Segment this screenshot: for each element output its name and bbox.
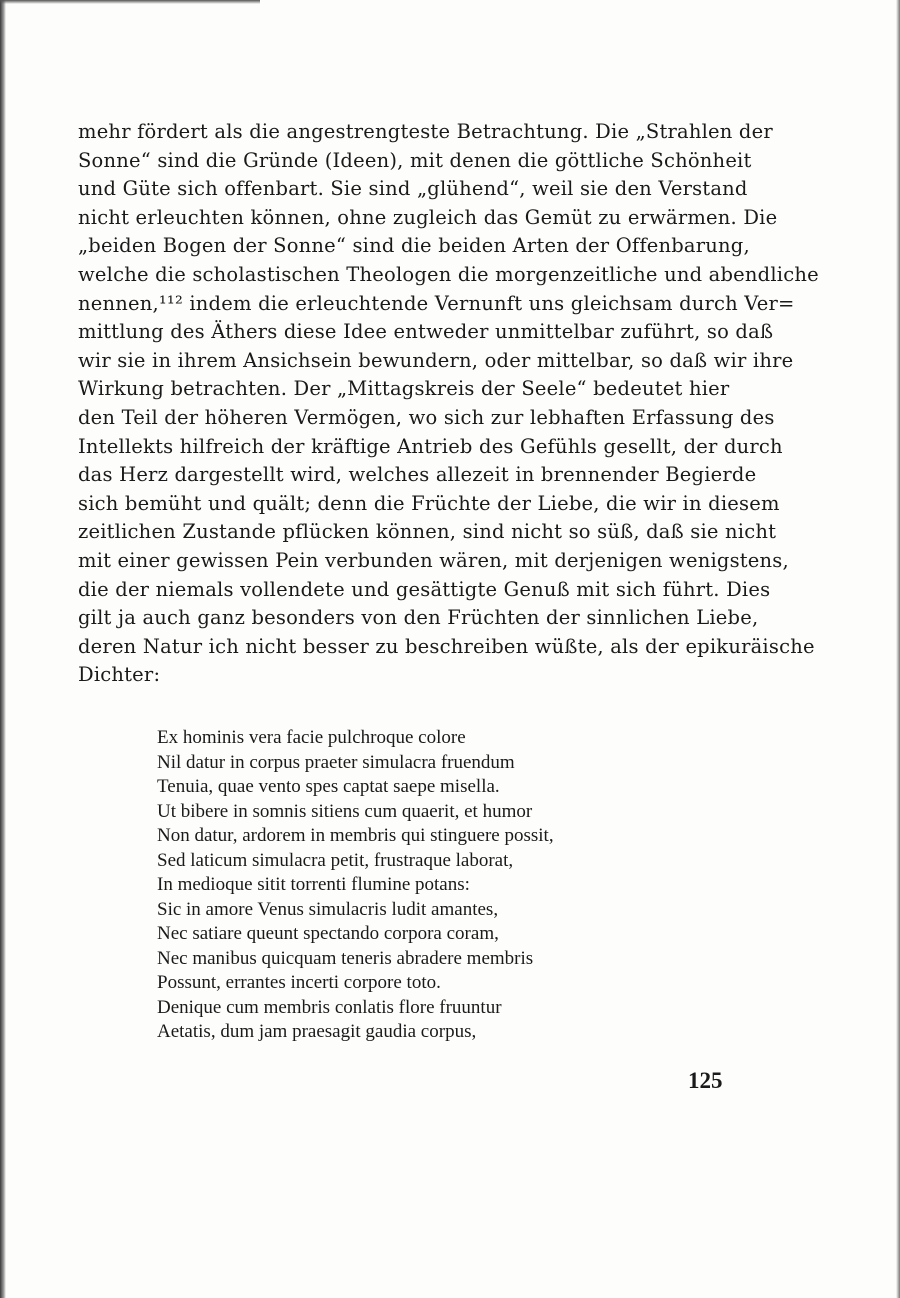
prose-line: mittlung des Äthers diese Idee entweder unmittelbar zuführt, so daß [78, 320, 774, 344]
prose-line: nicht erleuchten können, ohne zugleich das Gemüt zu erwärmen. Die [78, 205, 778, 229]
prose-line: Dichter: [78, 663, 161, 687]
verse-line: Nec manibus quicquam teneris abradere membris [157, 947, 534, 969]
scan-shadow-top [0, 0, 260, 4]
prose-line: gilt ja auch ganz besonders von den Früchten der sinnlichen Liebe, [78, 606, 759, 630]
prose-line: Sonne“ sind die Gründe (Ideen), mit denen die göttliche Schönheit [78, 148, 752, 172]
scan-shadow-right [896, 0, 900, 1298]
prose-line: die der niemals vollendete und gesättigte Genuß mit sich führt. Dies [78, 577, 771, 601]
prose-line: das Herz dargestellt wird, welches allezeit in brennender Begierde [78, 463, 757, 487]
verse-line: Non datur, ardorem in membris qui stinguere possit, [157, 825, 554, 846]
verse-line: Sic in amore Venus simulacris ludit amantes, [157, 898, 499, 920]
prose-line: nennen,¹¹² indem die erleuchtende Vernunft uns gleichsam durch Ver= [78, 291, 795, 315]
prose-line: mehr fördert als die angestrengteste Betrachtung. Die „Strahlen der [78, 120, 773, 143]
scan-shadow-left [0, 0, 6, 1298]
verse-line: In medioque sitit torrenti flumine potans: [157, 874, 470, 895]
prose-line: welche die scholastischen Theologen die morgenzeitliche und abendliche [78, 262, 819, 286]
verse-line: Sed laticum simulacra petit, frustraque laborat, [157, 849, 514, 871]
prose-line: „beiden Bogen der Sonne“ sind die beiden Arten der Offenbarung, [78, 234, 750, 258]
prose-line: den Teil der höheren Vermögen, wo sich zur lebhaften Erfassung des [78, 405, 775, 429]
latin-verse-quotation [157, 726, 717, 1045]
prose-line: und Güte sich offenbart. Sie sind „glühend“, weil sie den Verstand [78, 177, 748, 201]
verse-line: Denique cum membris conlatis flore fruuntur [157, 996, 502, 1018]
prose-line: deren Natur ich nicht besser zu beschreiben wüßte, als der epikuräische [78, 634, 815, 658]
prose-line: Wirkung betrachten. Der „Mittagskreis der Seele“ bedeutet hier [78, 377, 730, 401]
prose-line: sich bemüht und quält; denn die Früchte der Liebe, die wir in diesem [78, 491, 780, 515]
prose-line: mit einer gewissen Pein verbunden wären, mit derjenigen wenigstens, [78, 548, 789, 572]
prose-line: wir sie in ihrem Ansichsein bewundern, oder mittelbar, so daß wir ihre [78, 348, 794, 372]
verse-line: Ut bibere in somnis sitiens cum quaerit, et humor [157, 800, 533, 822]
prose-line: zeitlichen Zustande pflücken können, sind nicht so süß, daß sie nicht [78, 520, 777, 544]
verse-line: Aetatis, dum jam praesagit gaudia corpus, [157, 1021, 477, 1042]
verse-line: Tenuia, quae vento spes captat saepe misella. [157, 776, 500, 797]
verse-line: Nec satiare queunt spectando corpora coram, [157, 923, 499, 944]
prose-line: Intellekts hilfreich der kräftige Antrieb des Gefühls gesellt, der durch [78, 434, 783, 458]
prose-paragraph [78, 118, 819, 690]
verse-line: Possunt, errantes incerti corpore toto. [157, 972, 441, 993]
verse-line: Nil datur in corpus praeter simulacra fruendum [157, 751, 515, 773]
page-number: 125 [688, 1068, 723, 1093]
verse-line: Ex hominis vera facie pulchroque colore [157, 727, 466, 748]
